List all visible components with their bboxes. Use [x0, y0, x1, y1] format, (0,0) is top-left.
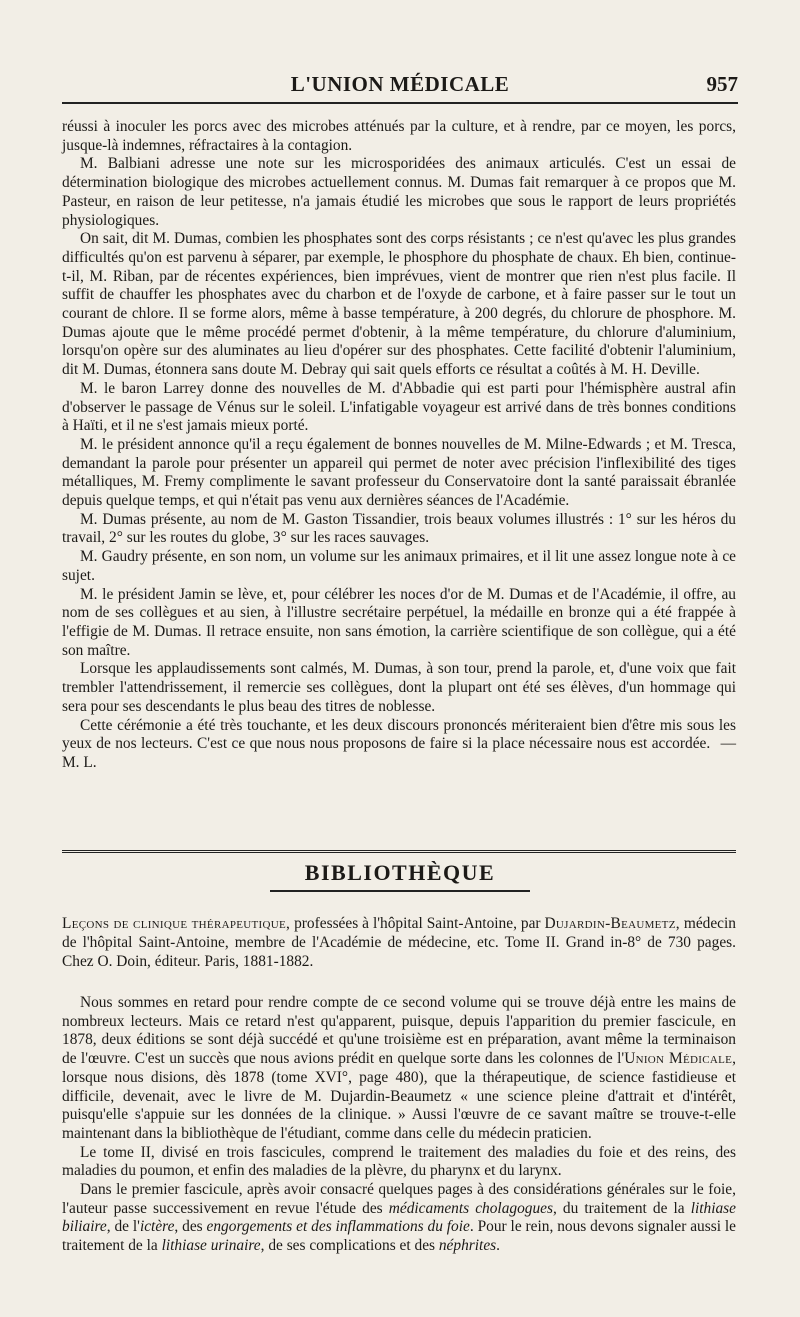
paragraph: Lorsque les applaudissements sont calmés, M. Dumas, à son tour, prend la parole, et, d'une voix que fait trembler l'attendrissement, il remercie ses collègues, dont la plupart ont été ses élèves, d'un hommage qui sera pour ses descendants le plus beau des titres de noblesse.: [62, 660, 736, 715]
text: .: [496, 1237, 500, 1255]
paragraph: On sait, dit M. Dumas, combien les phosphates sont des corps résistants ; ce n'est qu'avec les plus grandes difficultés qu'on est parvenu à séparer, par exemple, le phosphore du phosphate de chaux. Eh bien, continue-t-il, M. Riban, par de récentes expériences, bien imprévues, vient de montrer que rien n'est plus facile. Il suffit de chauffer les phosphates avec du charbon et de l'oxyde de carbone, et à faire passer sur le tout un courant de chlore. Il se forme alors, même à basse température, à 200 degrés, du chlorure de phosphore. M. Dumas ajoute que le même procédé permet d'obtenir, à la même température, du chlorure d'aluminium, lorsqu'on opère sur des aluminates au lieu d'opérer sur des phosphates. Cette facilité d'obtenir l'aluminium, dit M. Dumas, étonnera sans doute M. Debray qui sait quels efforts ce résultat a coûtés à M. H. Deville.: [62, 230, 736, 379]
paragraph-last: [62, 717, 736, 773]
book-title: Leçons de clinique thérapeutique,: [62, 915, 291, 932]
section-double-rule: [62, 850, 736, 856]
italic-term: ictère: [139, 1218, 175, 1236]
text: , de l': [106, 1218, 140, 1236]
page-header: [62, 66, 738, 106]
signature: — M. L.: [62, 735, 736, 771]
reference-line: [62, 914, 736, 971]
book-review: [62, 994, 736, 1256]
text: , de ses complications et des: [260, 1237, 439, 1255]
paragraph: M. Balbiani adresse une note sur les microsporidées des animaux articulés. C'est un essai de détermination biologique des microbes actuellement connus. M. Dumas fait remarquer à ce propos que M. Pasteur, en raison de leur petitesse, n'a jamais étudié les microbes que sous le rapport de leurs propriétés physiologiques.: [62, 155, 736, 229]
paragraph: Le tome II, divisé en trois fascicules, comprend le traitement des maladies du foie et des reins, des maladies du poumon, et enfin des maladies de la plèvre, du pharynx et du larynx.: [62, 1143, 736, 1180]
paragraph: réussi à inoculer les porcs avec des microbes atténués par la culture, et à rendre, par ce moyen, les porcs, jusque-là indemnes, réfractaires à la contagion.: [62, 118, 736, 154]
paragraph: M. le président Jamin se lève, et, pour célébrer les noces d'or de M. Dumas et de l'Académie, il offre, au nom de ses collègues et au sien, à l'illustre secrétaire perpétuel, la médaille en bronze qui a été frappée à l'effigie de M. Dumas. Il retrace ensuite, non sans émotion, la carrière scientifique de son collègue, qui a été son maître.: [62, 585, 736, 659]
paragraph-text: Cette cérémonie a été très touchante, et les deux discours prononcés mériteraient bien d'être mis sous les yeux de nos lecteurs. C'est ce que nous nous proposons de faire si la place nécessaire nous est accordée.: [62, 716, 736, 753]
text: , lorsque nous disions, dès 1878 (tome XVI°, page 480), que la thérapeutique, de science fastidieuse et difficile, devenait, avec le livre de M. Dujardin-Beaumetz « une science pleine d'attrait et d'intérêt, puisqu'elle s'appuie sur les données de la clinique. » Aussi l'œuvre de ce savant maître se trouve-t-elle maintenant dans la bibliothèque de l'étudiant, comme dans celle du médecin praticien.: [62, 1050, 736, 1142]
text: , des: [174, 1218, 207, 1236]
header-rule: [62, 102, 738, 104]
book-reference: [62, 914, 736, 971]
paragraph: [62, 994, 736, 1144]
journal-name: Union Médicale: [624, 1050, 733, 1068]
paragraph: M. le président annonce qu'il a reçu également de bonnes nouvelles de M. Milne-Edwards ; et M. Tresca, demandant la parole pour présenter un appareil qui permet de noter avec précision l'inflexibilité des tiges métalliques, M. Fremy complimente le savant professeur du Conservatoire dont la santé paraissait ébranlée depuis quelque temps, et qui n'était pas venu aux dernières séances de l'Académie.: [62, 435, 736, 510]
italic-term: lithiase biliaire: [62, 1199, 737, 1236]
academy-report: [62, 118, 736, 773]
section-title-underline: [270, 890, 530, 892]
paragraph: M. Gaudry présente, en son nom, un volume sur les animaux primaires, et il lit une assez longue note à ce sujet.: [62, 548, 736, 584]
journal-title: L'UNION MÉDICALE: [290, 72, 510, 96]
paragraph: [62, 1181, 736, 1256]
paragraph: M. Dumas présente, au nom de M. Gaston Tissandier, trois beaux volumes illustrés : 1° sur les héros du travail, 2° sur les routes du globe, 3° sur les races sauvages.: [62, 510, 736, 547]
book-author: Dujardin-Beaumetz,: [544, 915, 680, 932]
reference-text: professées à l'hôpital Saint-Antoine, par: [290, 915, 545, 932]
text: . Pour le rein, nous devons signaler aussi le traitement de la: [62, 1218, 736, 1255]
italic-term: lithiase urinaire: [161, 1237, 261, 1255]
italic-term: néphrites: [438, 1237, 497, 1255]
italic-term: médicaments cholagogues: [388, 1199, 553, 1217]
text: Nous sommes en retard pour rendre compte de ce second volume qui se trouve déjà entre les mains de nombreux lecteurs. Mais ce retard n'est qu'apparent, puisque, depuis l'apparition du premier fascicule, en 1878, deux éditions se sont déjà succédé et qu'une troisième est en préparation, avant même la terminaison de l'œuvre. C'est un succès que nous avions prédit en quelque sorte dans les colonnes de l': [62, 994, 736, 1068]
page-number: 957: [706, 72, 738, 96]
italic-term: engorgements et des inflammations du foie: [206, 1218, 470, 1236]
text: Dans le premier fascicule, après avoir consacré quelques pages à des considérations générales sur le foie, l'auteur passe successivement en revue l'étude des: [62, 1181, 736, 1217]
section-title: BIBLIOTHÈQUE: [304, 860, 496, 885]
paragraph: M. le baron Larrey donne des nouvelles de M. d'Abbadie qui est parti pour l'hémisphère austral afin d'observer le passage de Vénus sur le soleil. L'infatigable voyageur est arrivé dans de très bonnes conditions à Haïti, et il ne s'est jamais mieux porté.: [62, 379, 736, 435]
reference-text: médecin de l'hôpital Saint-Antoine, membre de l'Académie de médecine, etc. Tome II. Grand in-8° de 730 pages. Chez O. Doin, éditeur. Paris, 1881-1882.: [62, 915, 736, 970]
text: , du traitement de la: [553, 1199, 691, 1217]
